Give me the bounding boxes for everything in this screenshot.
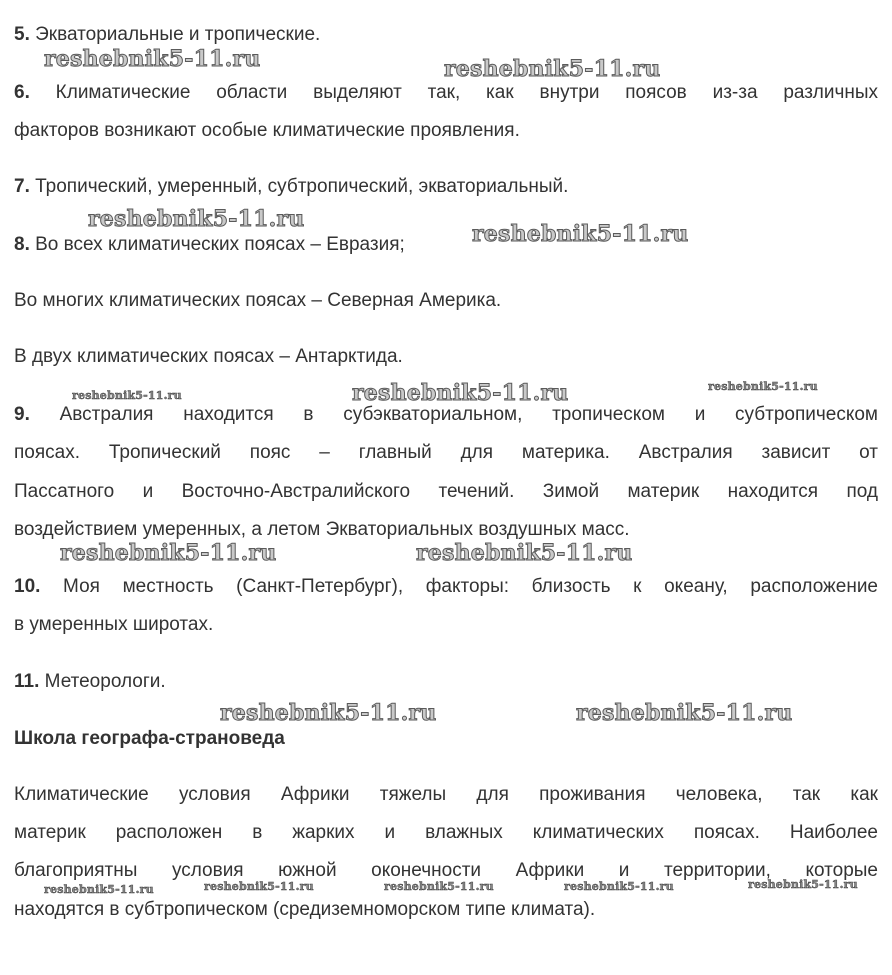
answer-text: Метеорологи. — [39, 671, 166, 692]
answer-9-line-4: воздействием умеренных, а летом Экваториальных воздушных масс. — [14, 519, 630, 540]
watermark: reshebnik5-11.ru — [44, 883, 154, 896]
item-number: 10. — [14, 576, 41, 597]
watermark: reshebnik5-11.ru — [352, 380, 569, 406]
answer-5 — [14, 24, 878, 46]
item-number: 8. — [14, 234, 30, 255]
watermark: reshebnik5-11.ru — [88, 206, 305, 232]
answer-text: Экваториальные и тропические. — [29, 24, 321, 45]
watermark: reshebnik5-11.ru — [472, 221, 689, 247]
answer-text: Климатические области выделяют так, как внутри поясов из-за различных — [29, 82, 878, 103]
answer-10-line-1 — [14, 576, 878, 598]
watermark: reshebnik5-11.ru — [416, 540, 633, 566]
watermark: reshebnik5-11.ru — [204, 880, 314, 893]
watermark: reshebnik5-11.ru — [72, 389, 182, 402]
answer-text: Австралия находится в субэкваториальном, тропическом и субтропическом — [29, 404, 878, 425]
item-number: 11. — [14, 671, 40, 692]
watermark: reshebnik5-11.ru — [60, 540, 277, 566]
section-heading: Школа географа-страноведа — [14, 728, 285, 749]
answer-9-line-3: Пассатного и Восточно-Австралийского течений. Зимой материк находится под — [14, 481, 878, 502]
item-number: 5. — [14, 24, 30, 45]
answer-text: Во всех климатических поясах – Евразия; — [29, 234, 405, 255]
watermark: reshebnik5-11.ru — [44, 46, 261, 72]
answer-text: Тропический, умеренный, субтропический, экваториальный. — [29, 176, 569, 197]
item-number: 9. — [14, 404, 30, 425]
section-paragraph-line-3: благоприятны условия южной оконечности Африки и территории, которые — [14, 860, 878, 881]
watermark: reshebnik5-11.ru — [384, 880, 494, 893]
answer-8-line-3: В двух климатических поясах – Антарктида. — [14, 346, 403, 367]
watermark: reshebnik5-11.ru — [564, 880, 674, 893]
answer-9-line-2: поясах. Тропический пояс – главный для материка. Австралия зависит от — [14, 442, 878, 463]
answer-10-line-2: в умеренных широтах. — [14, 614, 214, 635]
item-number: 6. — [14, 82, 30, 103]
item-number: 7. — [14, 176, 30, 197]
section-paragraph-line-4: находятся в субтропическом (средиземноморском типе климата). — [14, 899, 596, 920]
watermark: reshebnik5-11.ru — [748, 878, 858, 891]
answer-8-line-2: Во многих климатических поясах – Северная Америка. — [14, 290, 502, 311]
watermark: reshebnik5-11.ru — [708, 380, 818, 393]
answer-11 — [14, 671, 878, 693]
watermark: reshebnik5-11.ru — [444, 56, 661, 82]
answer-9-line-1 — [14, 404, 878, 426]
section-paragraph-line-2: материк расположен в жарких и влажных климатических поясах. Наиболее — [14, 822, 878, 843]
answer-text: Моя местность (Санкт-Петербург), факторы: близость к океану, расположение — [40, 576, 878, 597]
answer-7 — [14, 176, 878, 198]
section-paragraph-line-1: Климатические условия Африки тяжелы для проживания человека, так как — [14, 784, 878, 805]
watermark: reshebnik5-11.ru — [576, 700, 793, 726]
answer-6-line-1 — [14, 82, 878, 104]
answer-8-line-1 — [14, 234, 878, 256]
watermark: reshebnik5-11.ru — [220, 700, 437, 726]
answer-6-line-2: факторов возникают особые климатические проявления. — [14, 120, 520, 141]
